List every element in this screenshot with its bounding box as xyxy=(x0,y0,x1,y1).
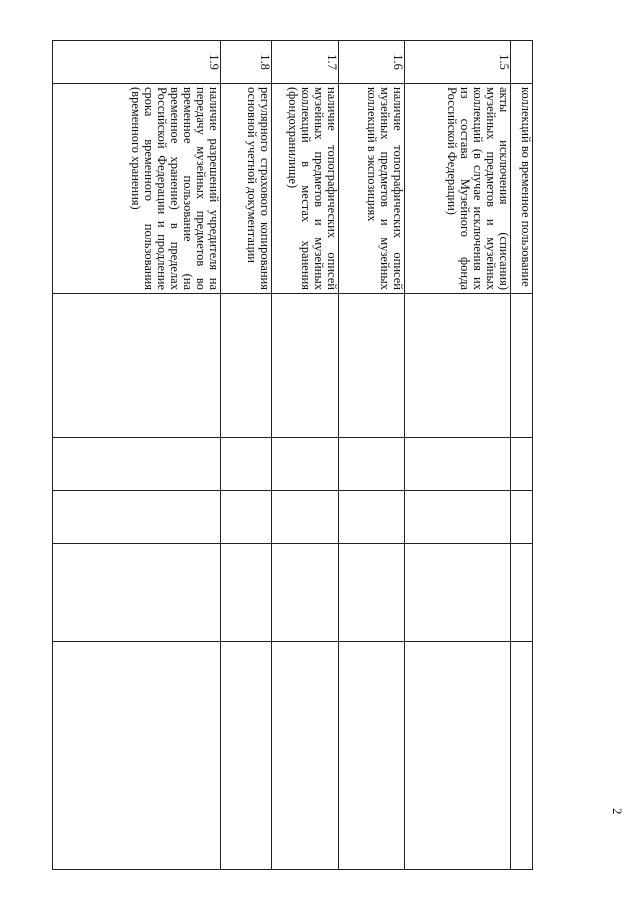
empty-cell xyxy=(339,294,405,438)
row-number: 1.6 xyxy=(339,41,405,84)
empty-cell xyxy=(53,544,221,642)
empty-cell xyxy=(53,438,221,491)
empty-cell xyxy=(339,491,405,544)
row-text: коллекций во временное пользование xyxy=(511,84,533,294)
empty-cell xyxy=(511,438,533,491)
empty-cell xyxy=(53,642,221,870)
row-number: 1.9 xyxy=(53,41,221,84)
empty-cell xyxy=(272,294,339,438)
table-row xyxy=(511,41,533,870)
row-number xyxy=(511,41,533,84)
table-row xyxy=(53,41,221,870)
empty-cell xyxy=(511,642,533,870)
empty-cell xyxy=(339,642,405,870)
empty-cell xyxy=(272,491,339,544)
empty-cell xyxy=(221,294,272,438)
empty-cell xyxy=(511,294,533,438)
table-row xyxy=(405,41,511,870)
table-row xyxy=(339,41,405,870)
empty-cell xyxy=(511,491,533,544)
empty-cell xyxy=(221,491,272,544)
empty-cell xyxy=(272,642,339,870)
empty-cell xyxy=(272,438,339,491)
page-number: 2 xyxy=(610,808,625,815)
empty-cell xyxy=(221,544,272,642)
empty-cell xyxy=(339,438,405,491)
empty-cell xyxy=(53,294,221,438)
row-number: 1.8 xyxy=(221,41,272,84)
empty-cell xyxy=(272,544,339,642)
row-text: наличие топографических описей музейных предметов и музейных коллекций в местах хранения (фондохранилище) xyxy=(272,84,339,294)
empty-cell xyxy=(405,294,511,438)
empty-cell xyxy=(53,491,221,544)
row-number: 1.7 xyxy=(272,41,339,84)
empty-cell xyxy=(405,491,511,544)
table-row xyxy=(272,41,339,870)
empty-cell xyxy=(405,544,511,642)
empty-cell xyxy=(221,438,272,491)
row-text: наличие топографических описей музейных предметов и музейных коллекций в экспозициях xyxy=(339,84,405,294)
empty-cell xyxy=(511,544,533,642)
row-number: 1.5 xyxy=(405,41,511,84)
empty-cell xyxy=(405,642,511,870)
row-text: наличие разрешений учредителя на передачу музейных предметов во временное пользование (на временное хранение) в пределах Российской Федерации и продление срока временного пользования (временного хранения) xyxy=(53,84,221,294)
row-text: регулярного страхового копирования основной учетной документации xyxy=(221,84,272,294)
empty-cell xyxy=(339,544,405,642)
row-text: акты исключения (списания) музейных предметов и музейных коллекций (в случае исключения их из состава Музейного фонда Российской Федерации) xyxy=(405,84,511,294)
table-row xyxy=(221,41,272,870)
empty-cell xyxy=(405,438,511,491)
inspection-table xyxy=(52,40,533,870)
empty-cell xyxy=(221,642,272,870)
